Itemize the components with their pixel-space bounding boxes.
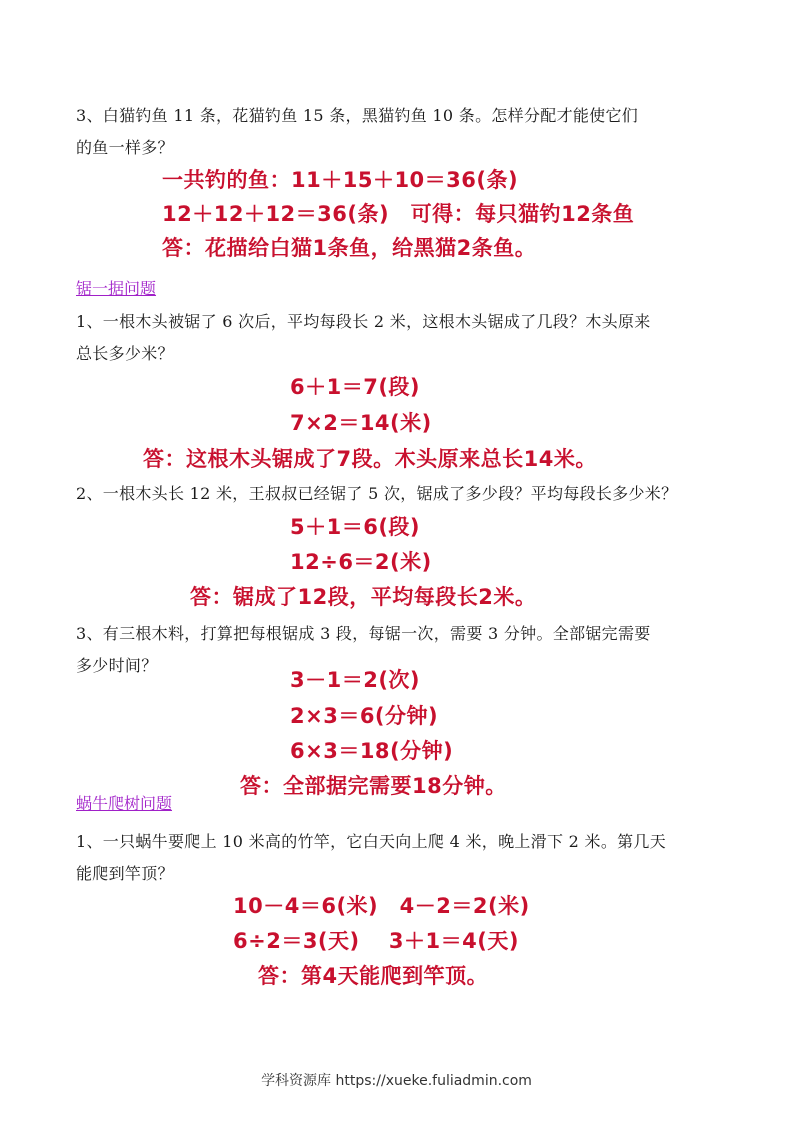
answer-line: 12÷6＝2(米) <box>290 550 432 574</box>
answer-line: 5＋1＝6(段) <box>290 515 421 539</box>
answer-line: 答：花描给白猫1条鱼，给黑猫2条鱼。 <box>162 236 537 260</box>
answer-line: 2×3＝6(分钟) <box>290 704 439 728</box>
answer-line: 6×3＝18(分钟) <box>290 739 454 763</box>
section-heading-snail[interactable]: 蜗牛爬树问题 <box>76 794 173 813</box>
question-line: 1、一根木头被锯了 6 次后，平均每段长 2 米，这根木头锯成了几段？木头原来 <box>76 312 651 331</box>
section-heading-sawing[interactable]: 锯一据问题 <box>76 279 157 298</box>
answer-line: 3－1＝2(次) <box>290 668 421 692</box>
question-line: 的鱼一样多？ <box>76 138 174 157</box>
question-line: 2、一根木头长 12 米，王叔叔已经锯了 5 次，锯成了多少段？平均每段长多少米？ <box>76 484 678 503</box>
answer-line: 答：全部据完需要18分钟。 <box>240 774 507 798</box>
answer-line: 答：第4天能爬到竿顶。 <box>258 964 489 988</box>
answer-line: 答：这根木头锯成了7段。木头原来总长14米。 <box>143 447 597 471</box>
answer-line: 6÷2＝3(天) 3＋1＝4(天) <box>233 929 519 953</box>
question-line: 1、一只蜗牛要爬上 10 米高的竹竿，它白天向上爬 4 米，晚上滑下 2 米。第几天 <box>76 832 667 851</box>
question-line: 多少时间？ <box>76 656 158 675</box>
question-snail-1 <box>76 826 736 890</box>
question-line: 3、白猫钓鱼 11 条，花猫钓鱼 15 条，黑猫钓鱼 10 条。怎样分配才能使它们 <box>76 106 639 125</box>
question-sawing-2 <box>76 478 736 510</box>
question-sawing-1 <box>76 306 736 370</box>
answer-line: 答：锯成了12段，平均每段长2米。 <box>190 585 537 609</box>
answer-line: 一共钓的鱼：11＋15＋10＝36(条) <box>162 168 519 192</box>
page-footer: 学科资源库 https://xueke.fuliadmin.com <box>261 1073 532 1089</box>
answer-line: 10－4＝6(米) 4－2＝2(米) <box>233 894 530 918</box>
question-cats-fishing <box>76 100 736 164</box>
question-line: 能爬到竿顶？ <box>76 864 174 883</box>
answer-line: 6＋1＝7(段) <box>290 375 421 399</box>
answer-line: 12＋12＋12＝36(条) 可得：每只猫钓12条鱼 <box>162 202 635 226</box>
question-line: 3、有三根木料，打算把每根锯成 3 段，每锯一次，需要 3 分钟。全部锯完需要 <box>76 624 651 643</box>
question-line: 总长多少米？ <box>76 344 174 363</box>
answer-line: 7×2＝14(米) <box>290 411 432 435</box>
